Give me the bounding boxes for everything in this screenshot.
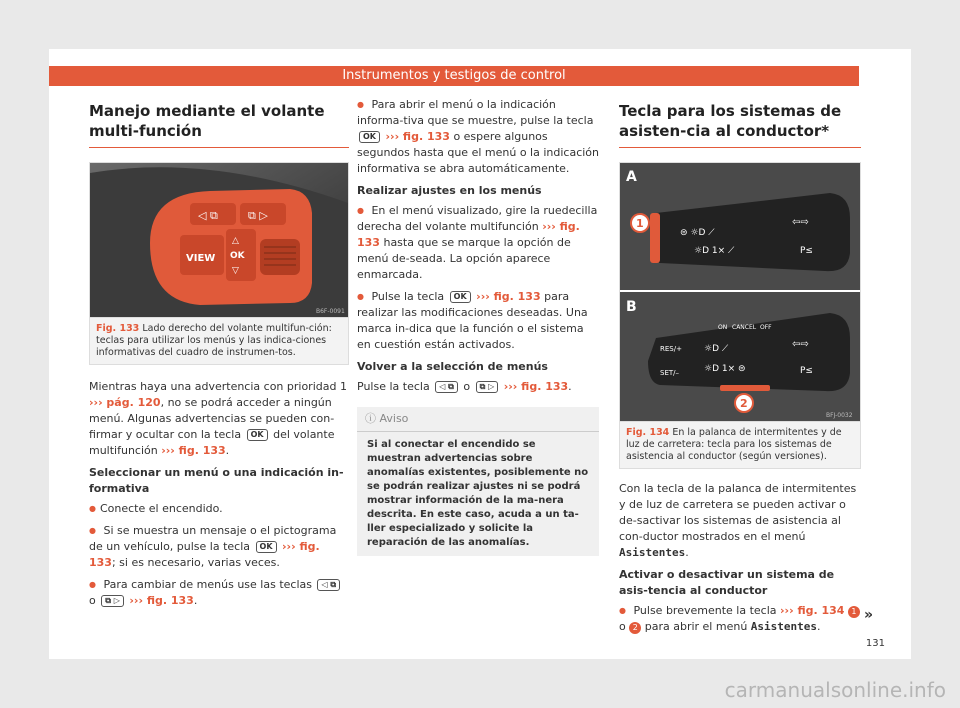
page-link[interactable]: ››› pág. 120 bbox=[89, 396, 161, 409]
callout-2: 2 bbox=[740, 397, 748, 410]
fig-link[interactable]: ››› fig. 133 bbox=[89, 540, 320, 569]
middle-bullet-2: ● En el menú visualizado, gire la ruedecilla derecha del volante multifunción ››› fig. 133 hasta que se marque la opción de menú de-seada. La opción aparece enmarcada. bbox=[357, 203, 599, 283]
on-label: ON bbox=[718, 324, 728, 331]
svg-text:◁ ⧉: ◁ ⧉ bbox=[198, 209, 218, 222]
menu-name: Asistentes bbox=[619, 546, 686, 559]
callout-1: 1 bbox=[636, 217, 644, 230]
middle-subheading-1: Realizar ajustes en los menús bbox=[357, 184, 542, 197]
left-bullet-3: ● Para cambiar de menús use las teclas ◁ ⧉ o ⧉ ▷ ››› fig. 133. bbox=[89, 577, 349, 609]
svg-text:P≤: P≤ bbox=[800, 246, 813, 256]
figure-133-label: Fig. 133 bbox=[96, 323, 140, 334]
label-a: A bbox=[626, 169, 637, 185]
section-title-right: Tecla para los sistemas de asisten-cia al conductor* bbox=[619, 102, 842, 140]
menu-right-key-icon: ⧉ ▷ bbox=[101, 595, 124, 607]
fig-link[interactable]: ››› fig. 133 bbox=[161, 444, 226, 457]
notice-header bbox=[357, 407, 599, 432]
ok-key-icon: OK bbox=[359, 131, 380, 143]
svg-text:⊜ ☼D ⟋: ⊜ ☼D ⟋ bbox=[680, 228, 715, 238]
middle-paragraph-1: Pulse la tecla ◁ ⧉ o ⧉ ▷ ››› fig. 133. bbox=[357, 380, 572, 393]
res-label: RES/+ bbox=[660, 345, 682, 353]
steering-wheel-illustration bbox=[90, 163, 348, 317]
off-label: OFF bbox=[760, 324, 772, 331]
left-column bbox=[89, 97, 349, 615]
info-icon: ⓘ bbox=[365, 412, 376, 425]
fig-link[interactable]: ››› fig. 133 bbox=[503, 380, 569, 393]
left-subheading: Seleccionar un menú o una indicación in-formativa bbox=[89, 466, 344, 495]
middle-bullet-3: ● Pulse la tecla OK ››› fig. 133 para realizar las modificaciones deseadas. Una marca in-dica que la función o el sistema en cuestión están activados. bbox=[357, 289, 599, 353]
right-column bbox=[619, 97, 861, 641]
notice-title: Aviso bbox=[379, 412, 409, 425]
notice-body: Si al conectar el encendido se muestran advertencias sobre anomalías existentes, posiblemente no se podrán realizar ajustes ni se podrá mostrar información de la ma-nera descrita. En este caso, acuda a un ta-ller especializado y solicite la reparación de las anomalías. bbox=[367, 439, 589, 548]
middle-subheading-2: Volver a la selección de menús bbox=[357, 360, 548, 373]
left-paragraph-1: Mientras haya una advertencia con prioridad 1 ››› pág. 120, no se podrá acceder a ningún menú. Algunas advertencias se pueden con-firmar y ocultar con la tecla OK del volante multifunción ››› fig. 133. bbox=[89, 380, 347, 457]
fig-link[interactable]: ››› fig. 133 bbox=[357, 220, 580, 249]
cancel-label: CANCEL bbox=[732, 324, 757, 331]
notice-box bbox=[357, 407, 599, 556]
figure-133-caption bbox=[89, 318, 349, 365]
lever-illustration bbox=[620, 163, 860, 421]
figure-134-id: BFJ-0032 bbox=[826, 412, 853, 419]
left-bullet-1: ● Conecte el encendido. bbox=[89, 501, 349, 517]
page-number: 131 bbox=[865, 638, 885, 649]
page-header: Instrumentos y testigos de control bbox=[49, 66, 859, 86]
fig-link[interactable]: ››› fig. 133 bbox=[385, 130, 450, 143]
manual-page bbox=[49, 49, 911, 659]
set-label: SET/– bbox=[660, 369, 680, 377]
left-bullet-2: ● Si se muestra un mensaje o el pictograma de un vehículo, pulse la tecla OK ››› fig. 133; si es necesario, varias veces. bbox=[89, 523, 349, 571]
view-button-label: VIEW bbox=[186, 253, 216, 264]
figure-133 bbox=[89, 162, 349, 318]
ok-key-icon: OK bbox=[247, 429, 268, 441]
label-b: B bbox=[626, 299, 637, 315]
middle-bullet-1: ● Para abrir el menú o la indicación informa-tiva que se muestre, pulse la tecla OK ››› fig. 133 o espere algunos segundos hasta que el menú o la indicación informativa se abra automáticamente. bbox=[357, 97, 599, 177]
svg-text:☼D ⟋: ☼D ⟋ bbox=[704, 344, 729, 354]
ok-key-icon: OK bbox=[450, 291, 471, 303]
figure-134-label: Fig. 134 bbox=[626, 427, 670, 438]
menu-left-key-icon: ◁ ⧉ bbox=[435, 381, 458, 393]
right-subheading: Activar o desactivar un sistema de asis-tencia al conductor bbox=[619, 568, 835, 597]
figure-133-id: B6F-0091 bbox=[316, 308, 345, 315]
callout-2-inline: 2 bbox=[629, 622, 641, 634]
watermark: carmanualsonline.info bbox=[724, 678, 946, 702]
figure-134-caption bbox=[619, 422, 861, 469]
figure-133-caption-text: Lado derecho del volante multifun-ción: teclas para utilizar los menús y las indica-ciones informativas del cuadro de instrumen-tos. bbox=[96, 323, 332, 358]
fig-link[interactable]: ››› fig. 133 bbox=[129, 594, 194, 607]
fig-link[interactable]: ››› fig. 134 bbox=[780, 604, 845, 617]
svg-text:⇦⇨: ⇦⇨ bbox=[792, 217, 809, 228]
menu-right-key-icon: ⧉ ▷ bbox=[476, 381, 499, 393]
svg-text:☼D 1× ⊜: ☼D 1× ⊜ bbox=[704, 364, 746, 374]
ok-key-icon: OK bbox=[256, 541, 277, 553]
svg-text:P≤: P≤ bbox=[800, 366, 813, 376]
svg-text:▽: ▽ bbox=[232, 266, 239, 276]
svg-text:△: △ bbox=[232, 236, 239, 246]
ok-button-label: OK bbox=[230, 251, 245, 261]
title-rule bbox=[89, 147, 349, 148]
figure-134 bbox=[619, 162, 861, 422]
menu-name: Asistentes bbox=[750, 620, 818, 633]
svg-text:⇦⇨: ⇦⇨ bbox=[792, 339, 809, 350]
callout-1-inline: 1 bbox=[848, 606, 860, 618]
fig-link[interactable]: ››› fig. 133 bbox=[476, 290, 541, 303]
menu-left-key-icon: ◁ ⧉ bbox=[317, 579, 340, 591]
continue-marker: » bbox=[863, 607, 873, 623]
section-title-left: Manejo mediante el volante multi-función bbox=[89, 102, 325, 140]
right-bullet-1: ● Pulse brevemente la tecla ››› fig. 134 1 o 2 para abrir el menú Asistentes. bbox=[619, 603, 861, 635]
title-rule bbox=[619, 147, 861, 148]
middle-column bbox=[357, 97, 599, 556]
svg-text:⧉ ▷: ⧉ ▷ bbox=[248, 209, 268, 222]
svg-text:☼D 1× ⟋: ☼D 1× ⟋ bbox=[694, 246, 735, 256]
right-paragraph-1: Con la tecla de la palanca de intermitentes y de luz de carretera se pueden activar o de-sactivar los sistemas de asistencia al con-ductor mostrados en el menú Asistentes. bbox=[619, 482, 857, 559]
figure-134-caption-text: En la palanca de intermitentes y de luz de carretera: tecla para los sistemas de asistencia al conductor (según versiones). bbox=[626, 427, 842, 462]
